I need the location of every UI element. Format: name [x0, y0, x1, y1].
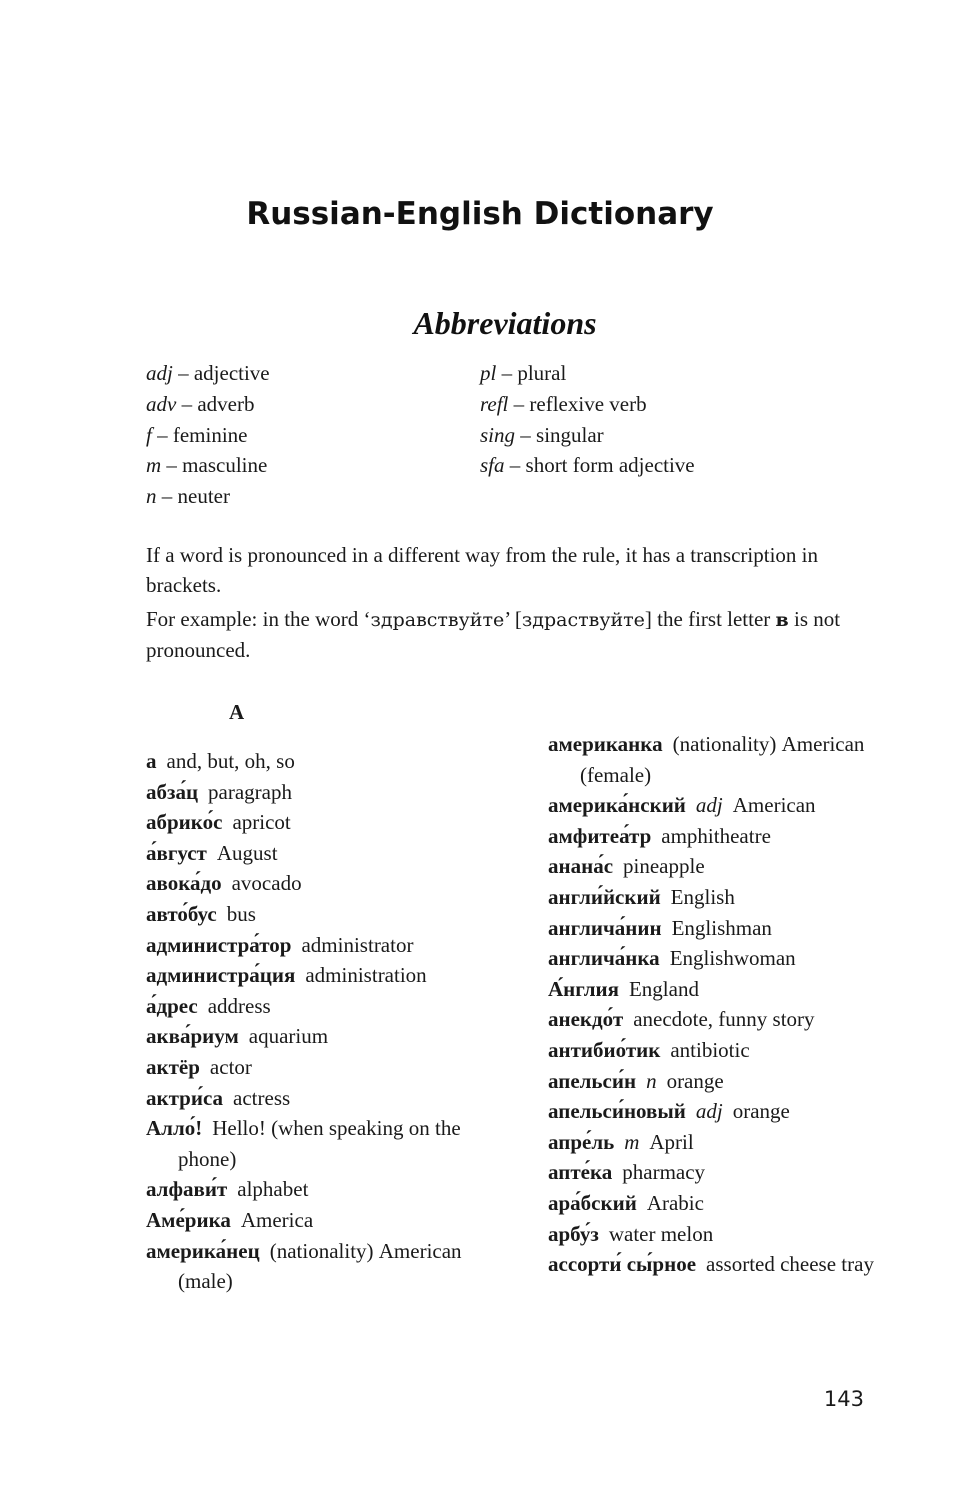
entry-word: ассорти́ сы́рное [548, 1252, 697, 1277]
entry-meaning: administrator [301, 932, 414, 957]
entry-word: а́дрес [146, 993, 198, 1018]
entry-word: амфитеа́тр [548, 823, 652, 848]
entries-right-column [548, 729, 878, 1280]
entry-meaning: actor [209, 1054, 252, 1079]
example-after: ] the first letter [644, 607, 776, 631]
entry-meaning: orange [732, 1099, 790, 1124]
entry-word: актри́са [146, 1085, 224, 1110]
page-number: 143 [823, 1387, 864, 1411]
abbreviation-meaning: – plural [496, 361, 567, 385]
entry-meaning: American [732, 793, 816, 818]
dictionary-entry [548, 913, 878, 944]
dictionary-entry [146, 777, 486, 808]
dictionary-entry [146, 991, 486, 1022]
abbreviation-meaning: – short form adjective [504, 453, 695, 478]
entry-meaning: August [216, 840, 278, 865]
dictionary-entry [548, 790, 878, 821]
entry-word: Аме́рика [146, 1207, 231, 1232]
entry-meaning: apricot [232, 810, 291, 835]
entry-word: апельси́новый [548, 1099, 686, 1124]
dictionary-entry [146, 868, 486, 899]
entry-meaning: England [628, 976, 699, 1001]
entry-meaning: America [240, 1207, 314, 1232]
page-title: Russian-English Dictionary [246, 196, 714, 232]
entry-word: арбу́з [548, 1221, 599, 1246]
entry-word: апте́ка [548, 1160, 613, 1185]
entry-meaning: avocado [231, 871, 302, 896]
entry-meaning: aquarium [248, 1024, 329, 1049]
entry-meaning: April [649, 1129, 694, 1154]
dictionary-entry [548, 851, 878, 882]
dictionary-entry [146, 1205, 486, 1236]
abbreviation-code: refl [480, 391, 509, 416]
dictionary-entry [548, 1249, 878, 1280]
abbreviation-row [480, 358, 880, 389]
transcription-example [146, 604, 876, 665]
entry-word: англича́нин [548, 915, 662, 940]
entry-word: авока́до [146, 871, 222, 896]
dictionary-entry [146, 1083, 486, 1114]
dictionary-entry [146, 1021, 486, 1052]
entry-meaning: antibiotic [670, 1037, 750, 1062]
abbreviation-code: f [146, 422, 152, 447]
entry-word: американка [548, 732, 663, 756]
entry-word: авто́бус [146, 901, 217, 926]
dictionary-entry [548, 974, 878, 1005]
entry-word: А́нглия [548, 976, 619, 1001]
example-prefix: For example: in the word ‘ [146, 607, 371, 631]
entry-part-of-speech: adj [695, 793, 723, 818]
entry-word: америка́нский [548, 793, 686, 818]
entry-part-of-speech: adj [695, 1099, 723, 1124]
dictionary-entry [146, 899, 486, 930]
dictionary-entry [548, 1004, 878, 1035]
abbreviation-row [146, 358, 446, 389]
dictionary-entry [548, 1035, 878, 1066]
dictionary-entry [548, 1096, 878, 1127]
dictionary-entry [146, 930, 486, 961]
abbreviation-code: adj [146, 361, 173, 385]
entry-meaning: assorted cheese tray [706, 1252, 874, 1277]
entry-word: анана́с [548, 854, 614, 879]
entry-meaning: administration [305, 963, 427, 988]
dictionary-entry [146, 746, 486, 777]
abbreviation-meaning: – masculine [161, 453, 268, 478]
abbreviation-code: n [146, 484, 157, 509]
entry-meaning: address [207, 993, 271, 1018]
dictionary-entry [146, 1174, 486, 1205]
section-letter: А [229, 700, 245, 724]
entries-left-column [146, 746, 486, 1297]
abbreviation-row [480, 389, 880, 420]
dictionary-entry [548, 1127, 878, 1158]
entry-meaning: Englishwoman [669, 946, 796, 971]
abbreviation-meaning: – neuter [156, 484, 230, 509]
abbreviation-code: sfa [480, 453, 505, 478]
abbreviation-meaning: – adjective [172, 361, 270, 385]
dictionary-entry [548, 1219, 878, 1250]
entry-meaning: Arabic [646, 1190, 704, 1215]
entry-word: аква́риум [146, 1024, 239, 1049]
entry-meaning: bus [226, 901, 256, 926]
abbreviation-row [480, 420, 880, 451]
dictionary-entry [146, 807, 486, 838]
abbreviation-meaning: – reflexive verb [508, 391, 647, 416]
entry-meaning: Englishman [671, 915, 772, 940]
entry-meaning: (nationality) American (female) [580, 732, 865, 787]
entry-meaning: and, but, oh, so [166, 749, 295, 773]
entry-word: англича́нка [548, 946, 660, 971]
dictionary-entry [548, 1188, 878, 1219]
entry-meaning: paragraph [208, 779, 292, 804]
dictionary-entry [146, 1052, 486, 1083]
dictionary-entry [146, 1236, 486, 1297]
abbreviation-row [146, 389, 446, 420]
entry-word: алфави́т [146, 1177, 228, 1202]
transcription-note: If a word is pronounced in a different way from the rule, it has a transcription in brackets. [146, 543, 818, 597]
abbreviation-meaning: – feminine [151, 422, 248, 447]
dictionary-entry [548, 821, 878, 852]
example-mid: ’ [ [504, 607, 522, 631]
entry-word: анекдо́т [548, 1007, 624, 1032]
dictionary-entry [146, 960, 486, 991]
entry-meaning: water melon [608, 1221, 714, 1246]
dictionary-entry [548, 1157, 878, 1188]
entry-meaning: anecdote, funny story [633, 1007, 815, 1032]
entry-word: администра́ция [146, 963, 296, 988]
dictionary-entry [548, 882, 878, 913]
example-letter: в [775, 609, 789, 631]
abbreviation-code: pl [480, 361, 497, 385]
abbreviation-code: sing [480, 422, 516, 447]
entry-word: апре́ль [548, 1129, 615, 1154]
entry-meaning: actress [233, 1085, 291, 1110]
entry-meaning: pharmacy [622, 1160, 706, 1185]
abbreviation-row [146, 450, 446, 481]
entry-meaning: English [670, 884, 735, 909]
entry-word: апельси́н [548, 1068, 637, 1093]
entry-meaning: pineapple [623, 854, 705, 879]
abbreviation-code: m [146, 453, 162, 478]
example-end: is not pronounced. [146, 607, 841, 662]
entry-meaning: orange [666, 1068, 724, 1093]
dictionary-entry [548, 729, 878, 790]
entry-word: а [146, 749, 157, 773]
abbreviation-row [146, 420, 446, 451]
abbreviation-meaning: – adverb [176, 391, 255, 416]
entry-part-of-speech: n [646, 1068, 657, 1093]
entry-part-of-speech: m [624, 1129, 640, 1154]
entry-word: америка́нец [146, 1238, 260, 1263]
entry-word: Алло́! [146, 1116, 203, 1141]
entry-meaning: alphabet [237, 1177, 309, 1202]
entry-word: абза́ц [146, 779, 199, 804]
abbreviation-row [146, 481, 446, 512]
dictionary-entry [146, 838, 486, 869]
abbreviations-left-column [146, 358, 446, 512]
dictionary-entry [548, 943, 878, 974]
example-transcription: здраствуйте [521, 609, 645, 631]
abbreviation-code: adv [146, 391, 177, 416]
abbreviation-row [480, 450, 880, 481]
dictionary-entry [146, 1113, 486, 1174]
abbreviations-right-column [480, 358, 880, 481]
abbreviations-heading: Abbreviations [413, 305, 597, 341]
entry-word: а́вгуст [146, 840, 207, 865]
entry-word: ара́бский [548, 1190, 637, 1215]
entry-word: актёр [146, 1054, 200, 1079]
dictionary-entry [548, 1066, 878, 1097]
example-word: здравствуйте [370, 609, 505, 631]
entry-meaning: (nationality) American (male) [178, 1238, 462, 1294]
entry-meaning: Hello! (when speaking on the phone) [178, 1116, 461, 1171]
entry-word: абрико́с [146, 810, 223, 835]
entry-word: администра́тор [146, 932, 292, 957]
entry-word: антибио́тик [548, 1037, 661, 1062]
entry-meaning: amphitheatre [661, 823, 771, 848]
entry-word: англи́йский [548, 884, 661, 909]
abbreviation-meaning: – singular [515, 422, 604, 447]
